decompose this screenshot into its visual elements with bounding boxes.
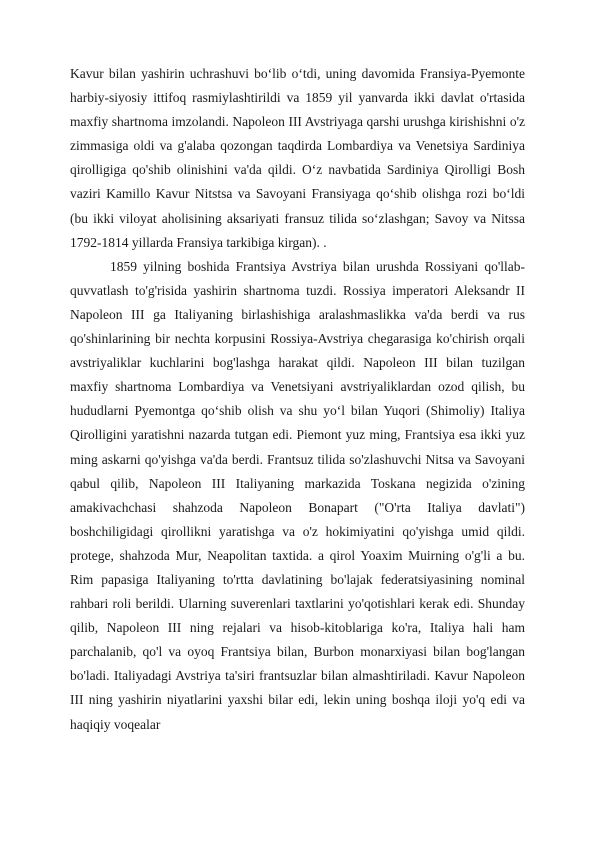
paragraph-2: 1859 yilning boshida Frantsiya Avstriya bilan urushda Rossiyani qo'llab-quvvatlash to'g'risida yashirin shartnoma tuzdi. Rossiya imperatori Aleksandr II Napoleon III ga Italiyaning birlashishiga aralashmaslikka va'da berdi va rus qo'shinlarining bir nechta korpusini Rossiya-Avstriya chegarasiga ko'chirish orqali avstriyaliklar kuchlarini bog'lashga harakat qildi. Napoleon III bilan tuzilgan maxfiy shartnoma Lombardiya va Venetsiyani avstriyaliklardan ozod qilish, bu hududlarni Pyemontga qo‘shib olish va shu yo‘l bilan Yuqori (Shimoliy) Italiya Qirolligini yaratishni nazarda tutgan edi. Piemont yuz ming, Frantsiya esa ikki yuz ming askarni qo'yishga va'da berdi. Frantsuz tilida so'zlashuvchi Nitsa va Savoyani qabul qilib, Napoleon III Italiyaning markazida Toskana negizida o'zining amakivachchasi shahzoda Napoleon Bonapart ("O'rta Italiya davlati") boshchiligidagi qirollikni yaratishga va o'z hokimiyatini qo'yishga umid qildi. protege, shahzoda Mur, Neapolitan taxtida. a qirol Yoaxim Muirning o'g'li a bu. Rim papasiga Italiyaning to'rtta davlatining bo'lajak federatsiyasining nominal rahbari roli berildi. Ularning suverenlari taxtlarini yo'qotishlari kerak edi. Shunday qilib, Napoleon III ning rejalari va hisob-kitoblariga ko'ra, Italiya hali ham parchalanib, qo'l va oyoq Frantsiya bilan, Burbon monarxiyasi bilan bog'langan bo'ladi. Italiyadagi Avstriya ta'siri frantsuzlar bilan almashtiriladi. Kavur Napoleon III ning yashirin niyatlarini yaxshi bilar edi, lekin uning boshqa iloji yo'q edi va haqiqiy voqealar [70, 258, 525, 732]
document-page [70, 62, 525, 737]
paragraph-1: Kavur bilan yashirin uchrashuvi bo‘lib o‘tdi, uning davomida Fransiya-Pyemonte harbiy-siyosiy ittifoq rasmiylashtirildi va 1859 yil yanvarda ikki davlat o'rtasida maxfiy shartnoma imzolandi. Napoleon III Avstriyaga qarshi urushga kirishishni o'z zimmasiga oldi va g'alaba qozongan taqdirda Lombardiya va Venetsiya Sardiniya qirolligiga qo'shib olinishini va'da qildi. O‘z navbatida Sardiniya Qirolligi Bosh vaziri Kamillo Kavur Nitstsa va Savoyani Fransiyaga qo‘shib olishga rozi bo‘ldi (bu ikki viloyat aholisining aksariyati fransuz tilida so‘zlashgan; Savoy va Nitssa 1792-1814 yillarda Fransiya tarkibiga kirgan). . [70, 66, 525, 250]
